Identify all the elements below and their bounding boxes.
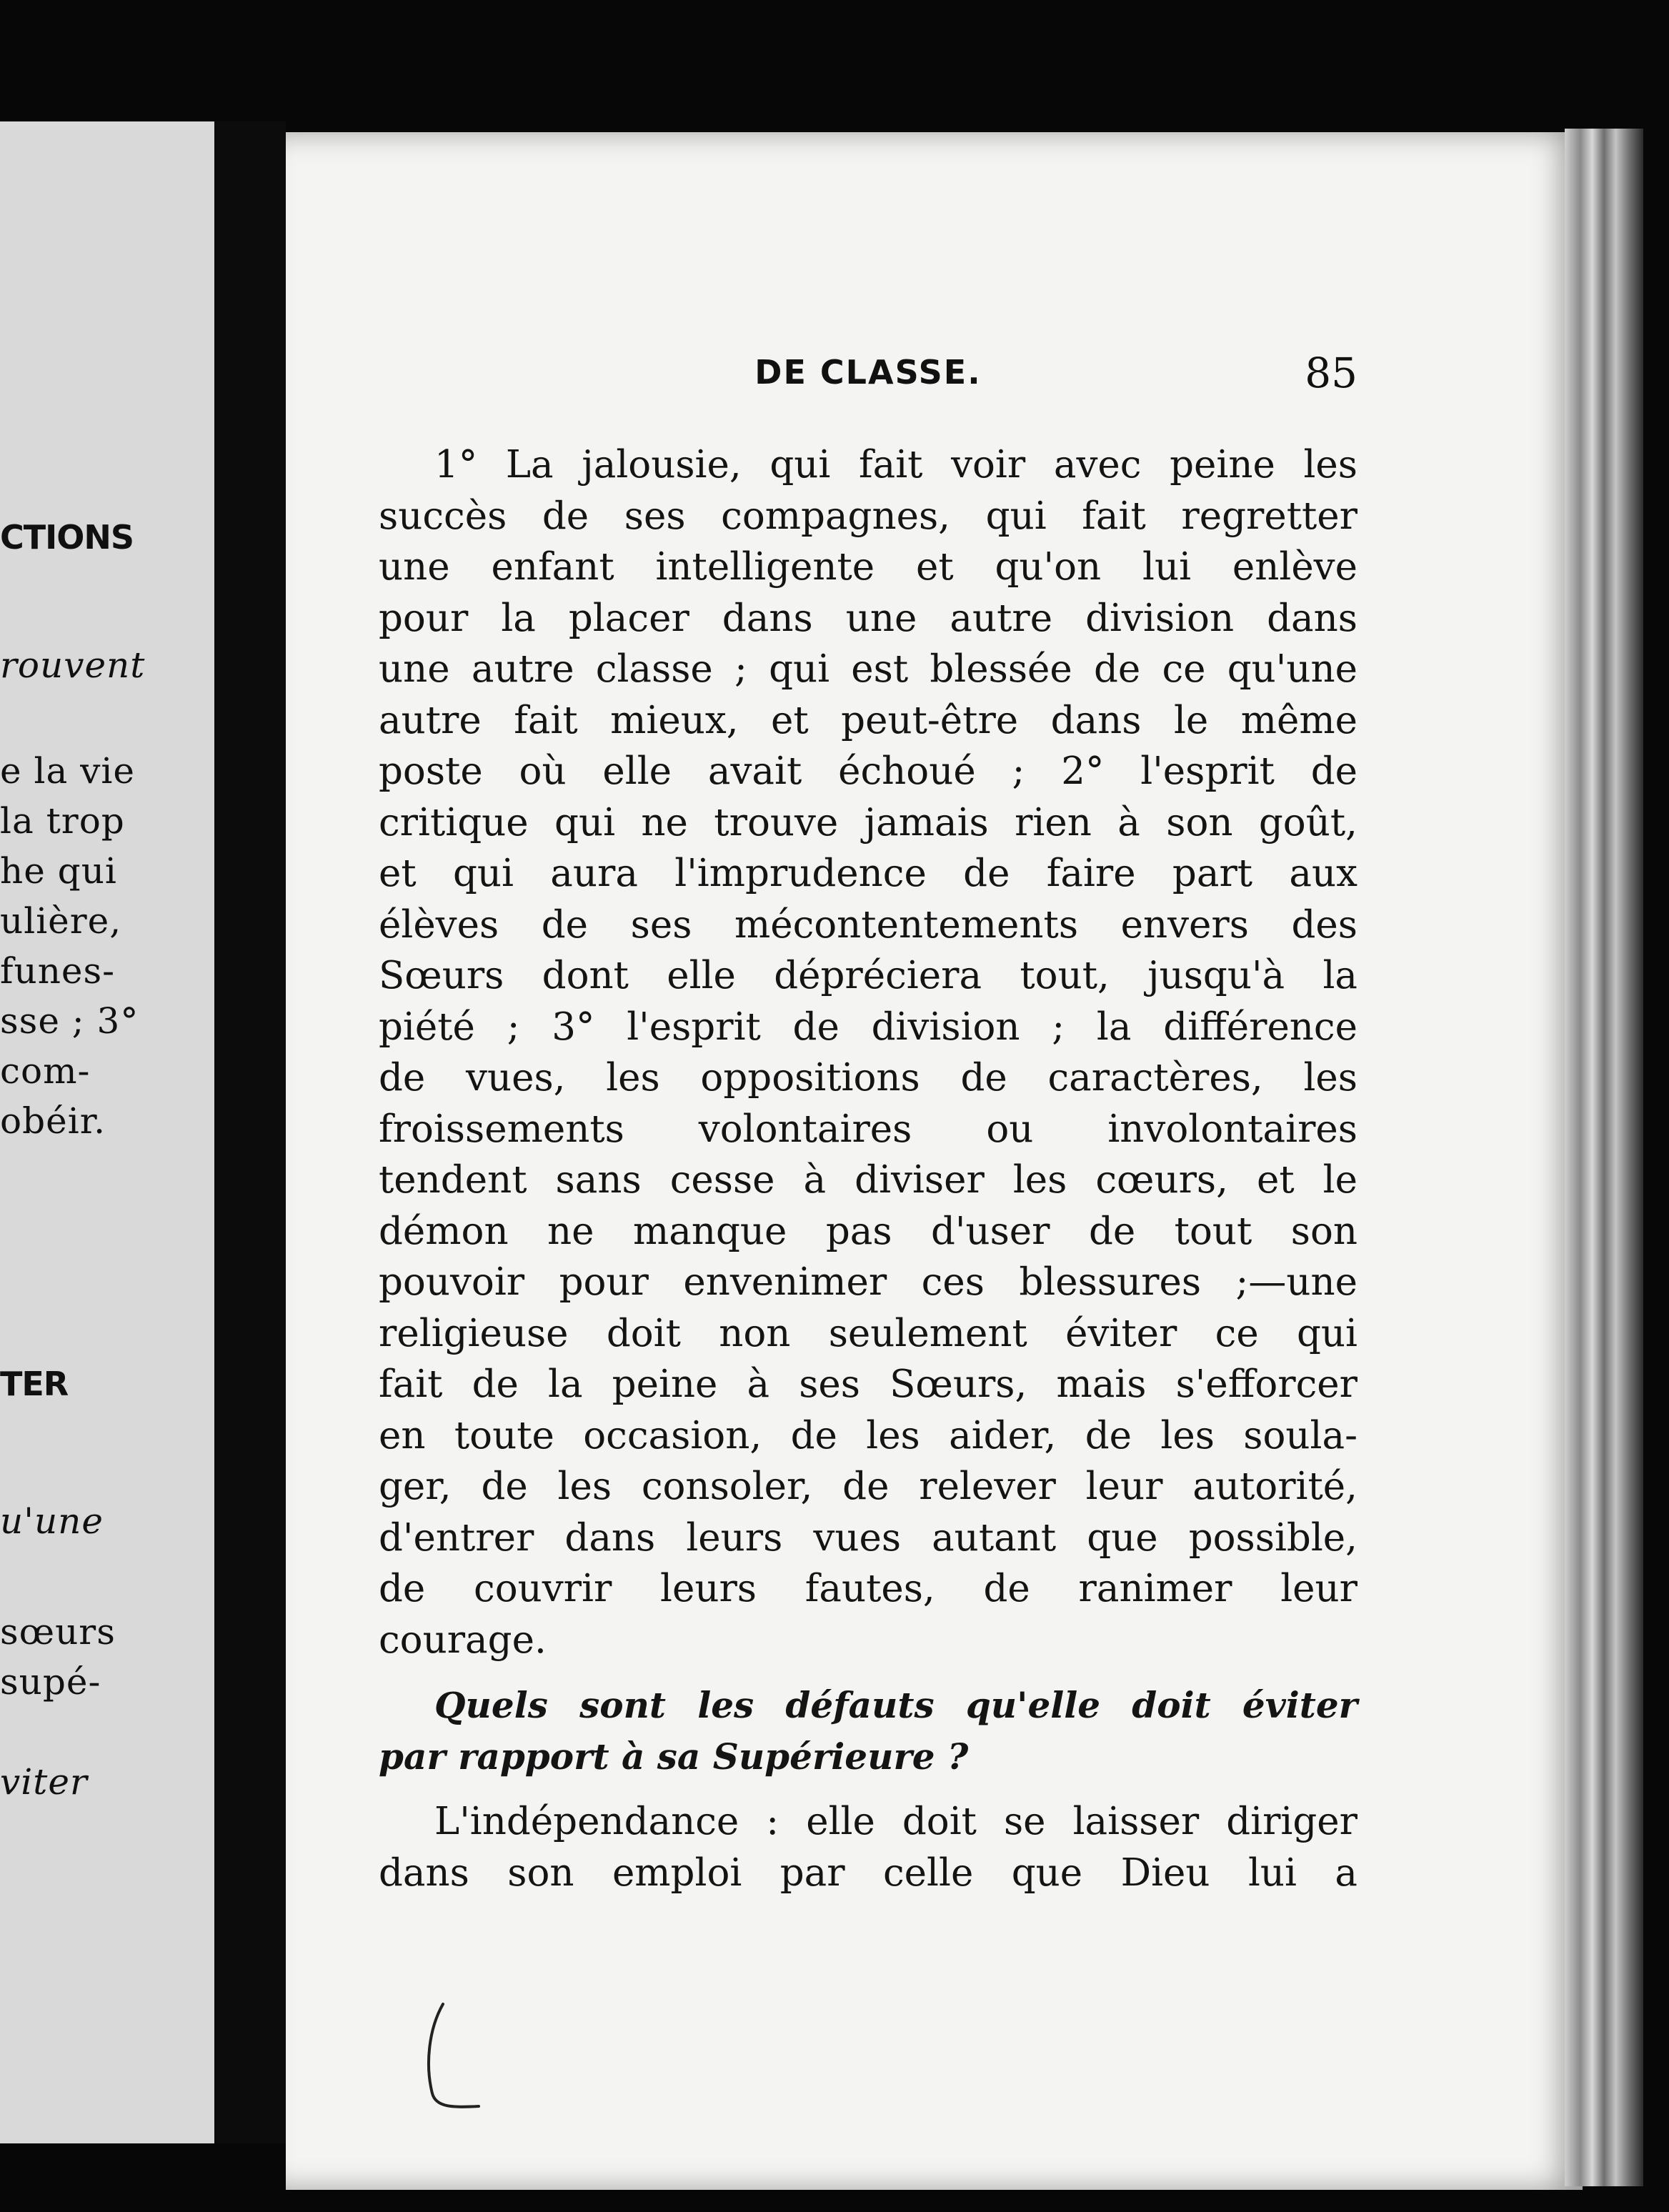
text-line: une autre classe ; qui est blessée de ce qu'une bbox=[379, 647, 1357, 691]
text-line: une enfant intelligente et qu'on lui enlève bbox=[379, 545, 1357, 589]
book-gutter bbox=[214, 121, 286, 2143]
text-line: tendent sans cesse à diviser les cœurs, et le bbox=[379, 1158, 1357, 1202]
question-line: par rapport à sa Supérieure ? bbox=[379, 1735, 969, 1778]
text-line: dans son emploi par celle que Dieu lui a bbox=[379, 1850, 1357, 1895]
left-fragment: sse ; 3° bbox=[0, 1000, 139, 1042]
paragraph-gap bbox=[379, 1665, 1357, 1680]
text-line: succès de ses compagnes, qui fait regretter bbox=[379, 494, 1357, 538]
left-fragment: funes- bbox=[0, 950, 116, 992]
left-fragment: sœurs bbox=[0, 1611, 116, 1653]
text-line: autre fait mieux, et peut-être dans le même bbox=[379, 698, 1357, 742]
text-line: piété ; 3° l'esprit de division ; la différence bbox=[379, 1005, 1357, 1049]
left-fragment: la trop bbox=[0, 800, 125, 842]
left-fragment: viter bbox=[0, 1761, 88, 1803]
left-fragment: CTIONS bbox=[0, 518, 134, 557]
text-line: pouvoir pour envenimer ces blessures ;—une bbox=[379, 1260, 1357, 1304]
left-fragment: supé- bbox=[0, 1661, 101, 1703]
text-line: de vues, les oppositions de caractères, les bbox=[379, 1056, 1357, 1100]
paragraph-gap bbox=[379, 1782, 1357, 1796]
left-fragment: TER bbox=[0, 1365, 69, 1403]
text-line: religieuse doit non seulement éviter ce qui bbox=[379, 1311, 1357, 1355]
text-line: pour la placer dans une autre division dans bbox=[379, 596, 1357, 640]
text-line: d'entrer dans leurs vues autant que possible, bbox=[379, 1515, 1357, 1560]
text-line: courage. bbox=[379, 1618, 547, 1662]
page-edges bbox=[1565, 129, 1643, 2186]
left-fragment: rouvent bbox=[0, 644, 146, 686]
text-line: et qui aura l'imprudence de faire part aux bbox=[379, 852, 1357, 895]
left-fragment: e la vie bbox=[0, 750, 136, 792]
text-line: ger, de les consoler, de relever leur autorité, bbox=[379, 1465, 1357, 1508]
left-fragment: obéir. bbox=[0, 1100, 106, 1142]
left-fragment: ulière, bbox=[0, 900, 122, 942]
page-number: 85 bbox=[1305, 349, 1357, 397]
text-line: L'indépendance : elle doit se laisser diriger bbox=[434, 1800, 1357, 1843]
question-line: Quels sont les défauts qu'elle doit éviter bbox=[434, 1684, 1357, 1726]
text-line: 1° La jalousie, qui fait voir avec peine les bbox=[434, 443, 1357, 487]
page-header bbox=[379, 349, 1357, 399]
text-line: critique qui ne trouve jamais rien à son goût, bbox=[379, 800, 1357, 845]
running-head: DE CLASSE. bbox=[754, 353, 982, 392]
left-fragment: he qui bbox=[0, 850, 117, 892]
pencil-mark bbox=[422, 2001, 486, 2115]
text-line: démon ne manque pas d'user de tout son bbox=[379, 1209, 1357, 1253]
text-line: Sœurs dont elle dépréciera tout, jusqu'à la bbox=[379, 954, 1357, 997]
text-line: élèves de ses mécontentements envers des bbox=[379, 902, 1357, 947]
text-line: en toute occasion, de les aider, de les soula- bbox=[379, 1413, 1357, 1458]
text-line: fait de la peine à ses Sœurs, mais s'efforcer bbox=[379, 1362, 1357, 1406]
text-line: froissements volontaires ou involontaires bbox=[379, 1107, 1357, 1151]
body-text bbox=[379, 439, 1357, 1898]
left-fragment: u'une bbox=[0, 1500, 104, 1542]
text-line: poste où elle avait échoué ; 2° l'esprit de bbox=[379, 749, 1357, 793]
left-fragment: com- bbox=[0, 1050, 91, 1092]
text-line: de couvrir leurs fautes, de ranimer leur bbox=[379, 1567, 1357, 1610]
